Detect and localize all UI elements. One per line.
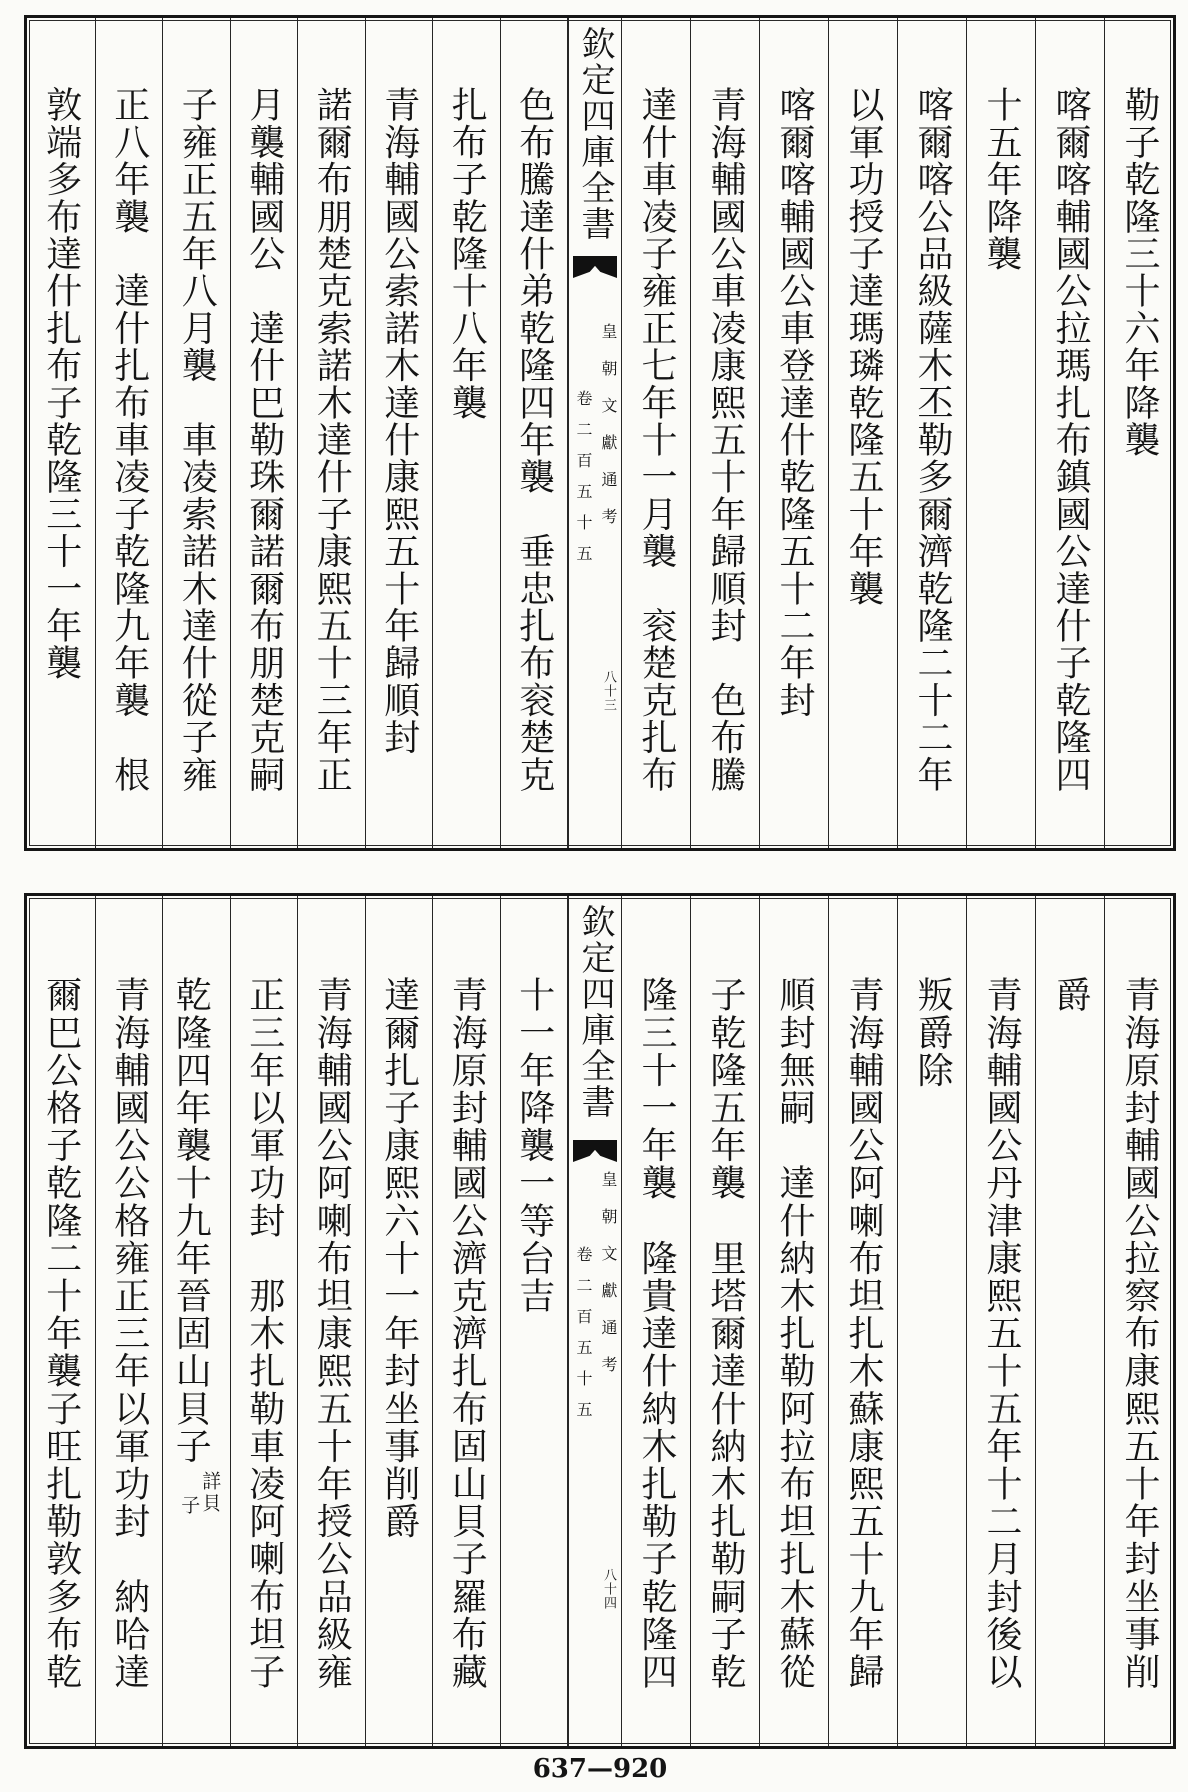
column-text: 順封無嗣 達什納木扎勒阿拉布坦扎木蘇從	[774, 976, 815, 1691]
column-text: 青海輔國公公格雍正三年以軍功封 納哈達	[108, 976, 150, 1691]
text-column	[1035, 896, 1104, 1746]
text-column	[365, 896, 433, 1746]
text-column	[897, 896, 966, 1746]
column-text: 喀爾喀輔國公車登達什乾隆五十二年封	[774, 86, 815, 719]
column-text: 青海輔國公車凌康熙五十年歸順封 色布騰	[705, 86, 746, 793]
series-title: 欽定四庫全書	[575, 26, 615, 242]
column-text: 隆三十一年襲 隆貴達什納木扎勒子乾隆四	[636, 976, 677, 1691]
column-text: 青海輔國公阿喇布坦扎木蘇康熙五十九年歸	[843, 976, 884, 1691]
text-column	[432, 896, 500, 1746]
text-column	[897, 18, 966, 848]
column-text: 諾爾布朋楚克索諾木達什子康熙五十三年正	[311, 86, 353, 793]
column-text: 青海輔國公丹津康熙五十五年十二月封後以	[981, 976, 1022, 1691]
text-column	[1104, 896, 1173, 1746]
text-column	[27, 896, 95, 1746]
text-column	[297, 18, 365, 848]
text-column	[162, 18, 230, 848]
column-text: 十一年降襲一等台吉	[513, 976, 555, 1315]
interlinear-note	[178, 1471, 220, 1517]
text-column	[27, 18, 95, 848]
leaf-number: 八十三	[601, 670, 616, 712]
column-text: 喀爾喀公品級薩木丕勒多爾濟乾隆二十二年	[912, 86, 953, 793]
column-text: 勒子乾隆三十六年降襲	[1119, 86, 1160, 458]
leaf-number: 八十四	[601, 1568, 616, 1610]
text-column	[500, 18, 568, 848]
fold-column	[567, 896, 621, 1746]
column-text: 青海原封輔國公拉察布康熙五十年封坐事削	[1119, 976, 1160, 1691]
series-title: 欽定四庫全書	[575, 904, 615, 1120]
column-text: 達爾扎子康熙六十一年封坐事削爵	[378, 976, 420, 1540]
text-column	[966, 896, 1035, 1746]
fold-column	[567, 18, 621, 848]
juan-number: 卷二百五十五	[574, 390, 593, 576]
text-column	[230, 18, 298, 848]
note-left-line: 子	[178, 1494, 201, 1517]
column-text: 子雍正五年八月襲 車凌索諾木達什從子雍	[176, 86, 218, 793]
column-text: 扎布子乾隆十八年襲	[446, 86, 488, 421]
text-column	[621, 896, 690, 1746]
text-column	[690, 896, 759, 1746]
column-text: 叛爵除	[912, 976, 953, 1089]
text-column	[230, 896, 298, 1746]
text-column	[828, 896, 897, 1746]
text-column	[690, 18, 759, 848]
column-text: 爵	[1050, 976, 1091, 1014]
juan-number: 卷二百五十五	[574, 1246, 593, 1432]
column-row	[27, 896, 1173, 1746]
fishtail-ornament	[573, 1140, 617, 1162]
text-column	[759, 896, 828, 1746]
column-text: 以軍功授子達瑪璘乾隆五十年襲	[843, 86, 884, 607]
column-text: 達什車凌子雍正七年十一月襲 衮楚克扎布	[636, 86, 677, 793]
column-text: 正三年以軍功封 那木扎勒車凌阿喇布坦子	[243, 976, 285, 1691]
page-code: 637—920	[532, 1754, 668, 1784]
column-main-text: 乾隆四年襲十九年晉固山貝子	[170, 976, 212, 1465]
text-column	[95, 896, 163, 1746]
upper-leaf	[24, 15, 1176, 851]
text-column	[297, 896, 365, 1746]
column-text: 喀爾喀輔國公拉瑪扎布鎮國公達什子乾隆四	[1050, 86, 1091, 793]
column-text: 月襲輔國公 達什巴勒珠爾諾爾布朋楚克嗣	[243, 86, 285, 793]
text-column	[966, 18, 1035, 848]
text-column	[621, 18, 690, 848]
column-text: 十五年降襲	[981, 86, 1022, 272]
column-text: 正八年襲 達什扎布車凌子乾隆九年襲 根	[108, 86, 150, 793]
lower-leaf	[24, 893, 1176, 1749]
column-text: 爾巴公格子乾隆二十年襲子旺扎勒敦多布乾	[40, 976, 82, 1691]
column-text: 色布騰達什弟乾隆四年襲 垂忠扎布衮楚克	[513, 86, 555, 793]
column-row	[27, 18, 1173, 848]
text-column	[432, 18, 500, 848]
text-column	[1035, 18, 1104, 848]
text-column	[828, 18, 897, 848]
column-text	[172, 976, 220, 1517]
book-title: 皇朝文獻通考	[599, 323, 618, 545]
column-text: 青海輔國公索諾木達什康熙五十年歸順封	[378, 86, 420, 756]
column-text: 青海原封輔國公濟克濟扎布固山貝子羅布藏	[446, 976, 488, 1691]
book-title: 皇朝文獻通考	[599, 1171, 618, 1393]
text-column	[365, 18, 433, 848]
note-right-line: 詳貝	[199, 1470, 222, 1515]
text-column	[95, 18, 163, 848]
column-text: 子乾隆五年襲 里塔爾達什納木扎勒嗣子乾	[705, 976, 746, 1691]
text-column	[1104, 18, 1173, 848]
column-text: 敦端多布達什扎布子乾隆三十一年襲	[40, 86, 82, 682]
fishtail-ornament	[573, 256, 617, 278]
text-column	[759, 18, 828, 848]
column-text: 青海輔國公阿喇布坦康熙五十年授公品級雍	[311, 976, 353, 1691]
text-column	[500, 896, 568, 1746]
text-column	[162, 896, 230, 1746]
